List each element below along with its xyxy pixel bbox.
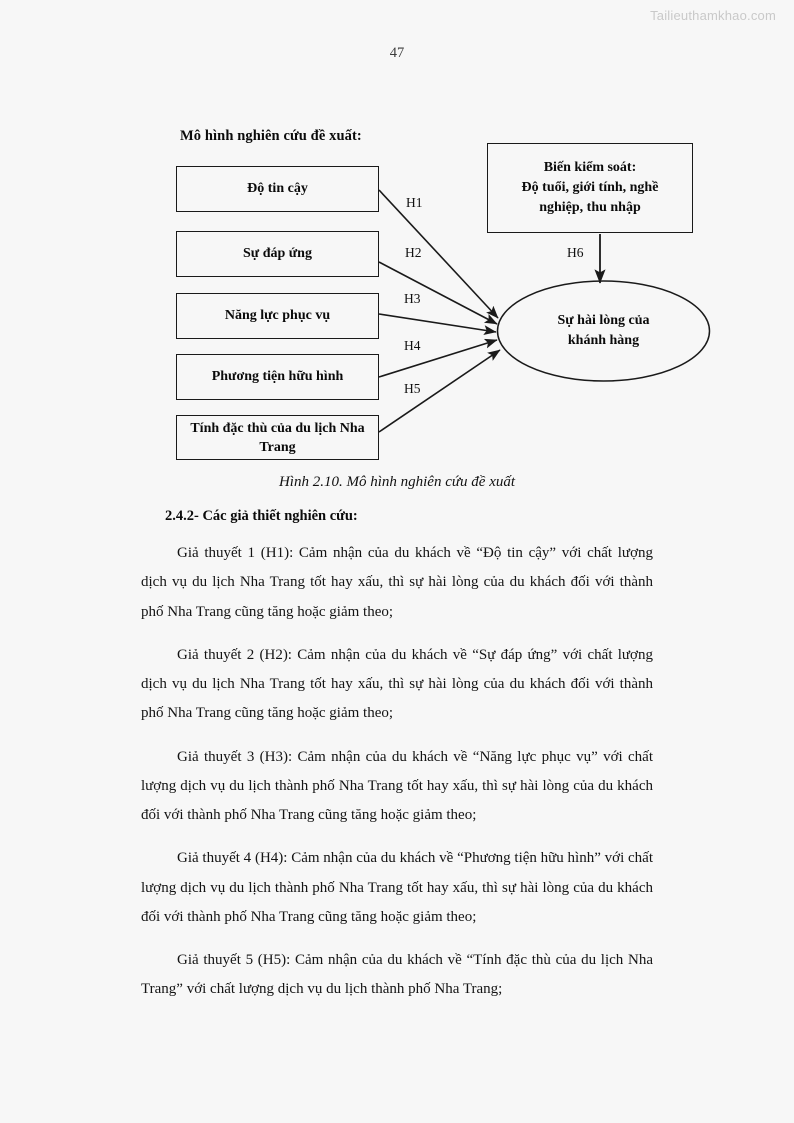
body-content: [141, 508, 653, 1005]
construct-box-nang-luc-phuc-vu: [176, 293, 379, 339]
paragraph-h1: Giả thuyết 1 (H1): Cảm nhận của du khách về “Độ tin cậy” với chất lượng dịch vụ du lịch Nha Trang tốt hay xấu, thì sự hài lòng của du khách đối với thành phố Nha Trang cũng tăng hoặc giảm theo;: [141, 545, 653, 620]
outcome-line-1: Sự hài lòng của: [557, 312, 650, 328]
construct-box-phuong-tien-huu-hinh: [176, 354, 379, 400]
path-label-h2: H2: [405, 245, 422, 260]
paragraph-h5: Giả thuyết 5 (H5): Cảm nhận của du khách về “Tính đặc thù của du lịch Nha Trang” với chất lượng dịch vụ du lịch thành phố Nha Trang;: [141, 952, 653, 998]
research-model-figure: [0, 0, 794, 500]
outcome-ellipse: [498, 281, 710, 381]
construct-box-su-dap-ung: [176, 231, 379, 277]
figure-heading: Mô hình nghiên cứu đề xuất:: [180, 128, 362, 144]
figure-caption: Hình 2.10. Mô hình nghiên cứu đề xuất: [278, 474, 516, 490]
path-label-h3: H3: [404, 291, 421, 306]
construct-box-label: Tính đặc thù của du lịch Nha Trang: [190, 421, 365, 455]
construct-box-tinh-dac-thu: [176, 415, 379, 460]
control-variable-box: [487, 143, 693, 233]
paragraph-h2: Giả thuyết 2 (H2): Cảm nhận của du khách về “Sự đáp ứng” với chất lượng dịch vụ du lịch Nha Trang tốt hay xấu, thì sự hài lòng của du khách đối với thành phố Nha Trang cũng tăng hoặc giảm theo;: [141, 646, 653, 722]
construct-box-label: Phương tiện hữu hình: [211, 368, 344, 384]
page-number: 47: [389, 45, 405, 61]
construct-box-label: Năng lực phục vụ: [224, 307, 331, 323]
site-watermark: Tailieuthamkhao.com: [650, 8, 776, 23]
arrow-h1: [379, 190, 498, 318]
control-box-line-2: Độ tuổi, giới tính, nghề: [521, 180, 659, 196]
arrow-h3: [379, 314, 496, 332]
diagram-connectors: [0, 0, 794, 500]
path-label-h1: H1: [406, 195, 423, 210]
control-box-line-3: nghiệp, thu nhập: [539, 199, 641, 215]
section-heading: 2.4.2- Các giả thiết nghiên cứu:: [165, 508, 358, 524]
construct-box-do-tin-cay: [176, 166, 379, 212]
construct-box-label: Sự đáp ứng: [243, 245, 312, 261]
paragraph-h3: Giả thuyết 3 (H3): Cảm nhận của du khách về “Năng lực phục vụ” với chất lượng dịch vụ du lịch thành phố Nha Trang tốt hay xấu, thì sự hài lòng của du khách đối với thành phố Nha Trang cũng tăng hoặc giảm theo;: [141, 748, 653, 823]
arrow-h4: [379, 340, 497, 377]
arrow-h5: [379, 350, 500, 432]
paragraph-h4: Giả thuyết 4 (H4): Cảm nhận của du khách về “Phương tiện hữu hình” với chất lượng dịch vụ du lịch thành phố Nha Trang tốt hay xấu, thì sự hài lòng của du khách đối với thành phố Nha Trang cũng tăng hoặc giảm theo;: [141, 850, 653, 925]
path-label-h5: H5: [404, 381, 421, 396]
control-box-line-1: Biến kiểm soát:: [543, 160, 637, 176]
construct-box-label: Độ tin cậy: [247, 180, 308, 196]
arrow-h2: [379, 262, 497, 324]
path-label-h6: H6: [567, 245, 584, 260]
outcome-line-2: khánh hàng: [567, 333, 640, 348]
path-label-h4: H4: [404, 338, 421, 353]
